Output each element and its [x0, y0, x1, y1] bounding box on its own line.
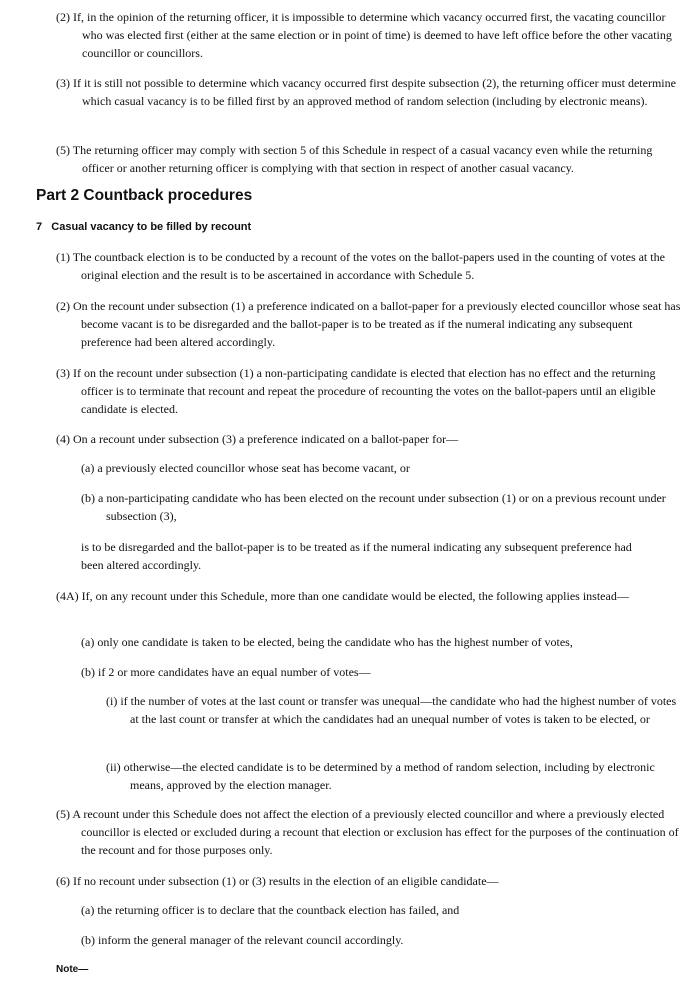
- subsection-4A-b-i: (i) if the number of votes at the last count or transfer was unequal—the candidate who had the highest number of votes at the last count or transfer at which the candidates had an unequal number of votes is taken to be elected, or: [106, 694, 677, 726]
- subsection-4-continuation: is to be disregarded and the ballot-paper is to be treated as if the numeral indicating any subsequent preference had been altered accordingly.: [81, 540, 632, 572]
- subsection-4A: (4A) If, on any recount under this Schedule, more than one candidate would be elected, the following applies instead—: [56, 589, 629, 603]
- subsection-3-prev: [56, 74, 682, 110]
- subsection-6-b: (b) inform the general manager of the relevant council accordingly.: [81, 933, 404, 947]
- subsection-text: If it is still not possible to determine which vacancy occurred first despite subsection (2), the returning officer must determine which casual vacancy is to be filled first by an approved method of random selection (including by electronic means).: [73, 76, 676, 108]
- subsection-4A-a: (a) only one candidate is taken to be elected, being the candidate who has the highest number of votes,: [81, 635, 573, 649]
- subsection-4A-b: (b) if 2 or more candidates have an equal number of votes—: [81, 665, 371, 679]
- subsection-6-a: (a) the returning officer is to declare that the countback election has failed, and: [81, 903, 460, 917]
- subsection-label: (5): [56, 143, 70, 157]
- section-heading: 7 Casual vacancy to be filled by recount: [36, 221, 252, 233]
- note-label: Note—: [56, 964, 89, 975]
- subsection-label: (3): [56, 76, 70, 90]
- subsection-4-a: (a) a previously elected councillor whose seat has become vacant, or: [81, 461, 410, 475]
- subsection-6: (6) If no recount under subsection (1) or (3) results in the election of an eligible candidate—: [56, 874, 499, 888]
- subsection-1: (1) The countback election is to be conducted by a recount of the votes on the ballot-papers used in the counting of votes at the original election and the result is to be ascertained in accordance with Schedule 5.: [56, 250, 665, 282]
- subsection-label: (2): [56, 10, 70, 24]
- subsection-4: (4) On a recount under subsection (3) a preference indicated on a ballot-paper for—: [56, 432, 459, 446]
- subsection-5: (5) A recount under this Schedule does not affect the election of a previously elected councillor and where a previously elected councillor is elected or excluded during a recount that election or exclusion has effect for the purposes of the continuation of the recount and for those purposes only.: [56, 807, 679, 857]
- subsection-2-prev: [56, 8, 682, 62]
- part-heading: Part 2 Countback procedures: [36, 187, 253, 204]
- subsection-5-prev: [56, 141, 682, 177]
- subsection-text: If, in the opinion of the returning officer, it is impossible to determine which vacancy occurred first, the vacating councillor who was elected first (either at the same election or in point of time) is deemed to have left office before the other vacating councillor or councillors.: [73, 10, 672, 60]
- subsection-text: The returning officer may comply with section 5 of this Schedule in respect of a casual vacancy even while the returning officer or another returning officer is complying with that section in respect of another casual vacancy.: [72, 143, 653, 175]
- subsection-4A-b-ii: (ii) otherwise—the elected candidate is to be determined by a method of random selection, including by electronic means, approved by the election manager.: [106, 760, 655, 792]
- subsection-2: (2) On the recount under subsection (1) a preference indicated on a ballot-paper for a previously elected councillor whose seat has become vacant is to be disregarded and the ballot-paper is to be treated as if the numeral indicating any subsequent preference had been altered accordingly.: [56, 299, 681, 349]
- subsection-4-b: (b) a non-participating candidate who has been elected on the recount under subsection (1) or on a previous recount under subsection (3),: [81, 491, 666, 523]
- subsection-3: (3) If on the recount under subsection (1) a non-participating candidate is elected that election has no effect and the returning officer is to terminate that recount and repeat the procedure of recounting the votes on the ballot-papers until an eligible candidate is elected.: [56, 366, 656, 416]
